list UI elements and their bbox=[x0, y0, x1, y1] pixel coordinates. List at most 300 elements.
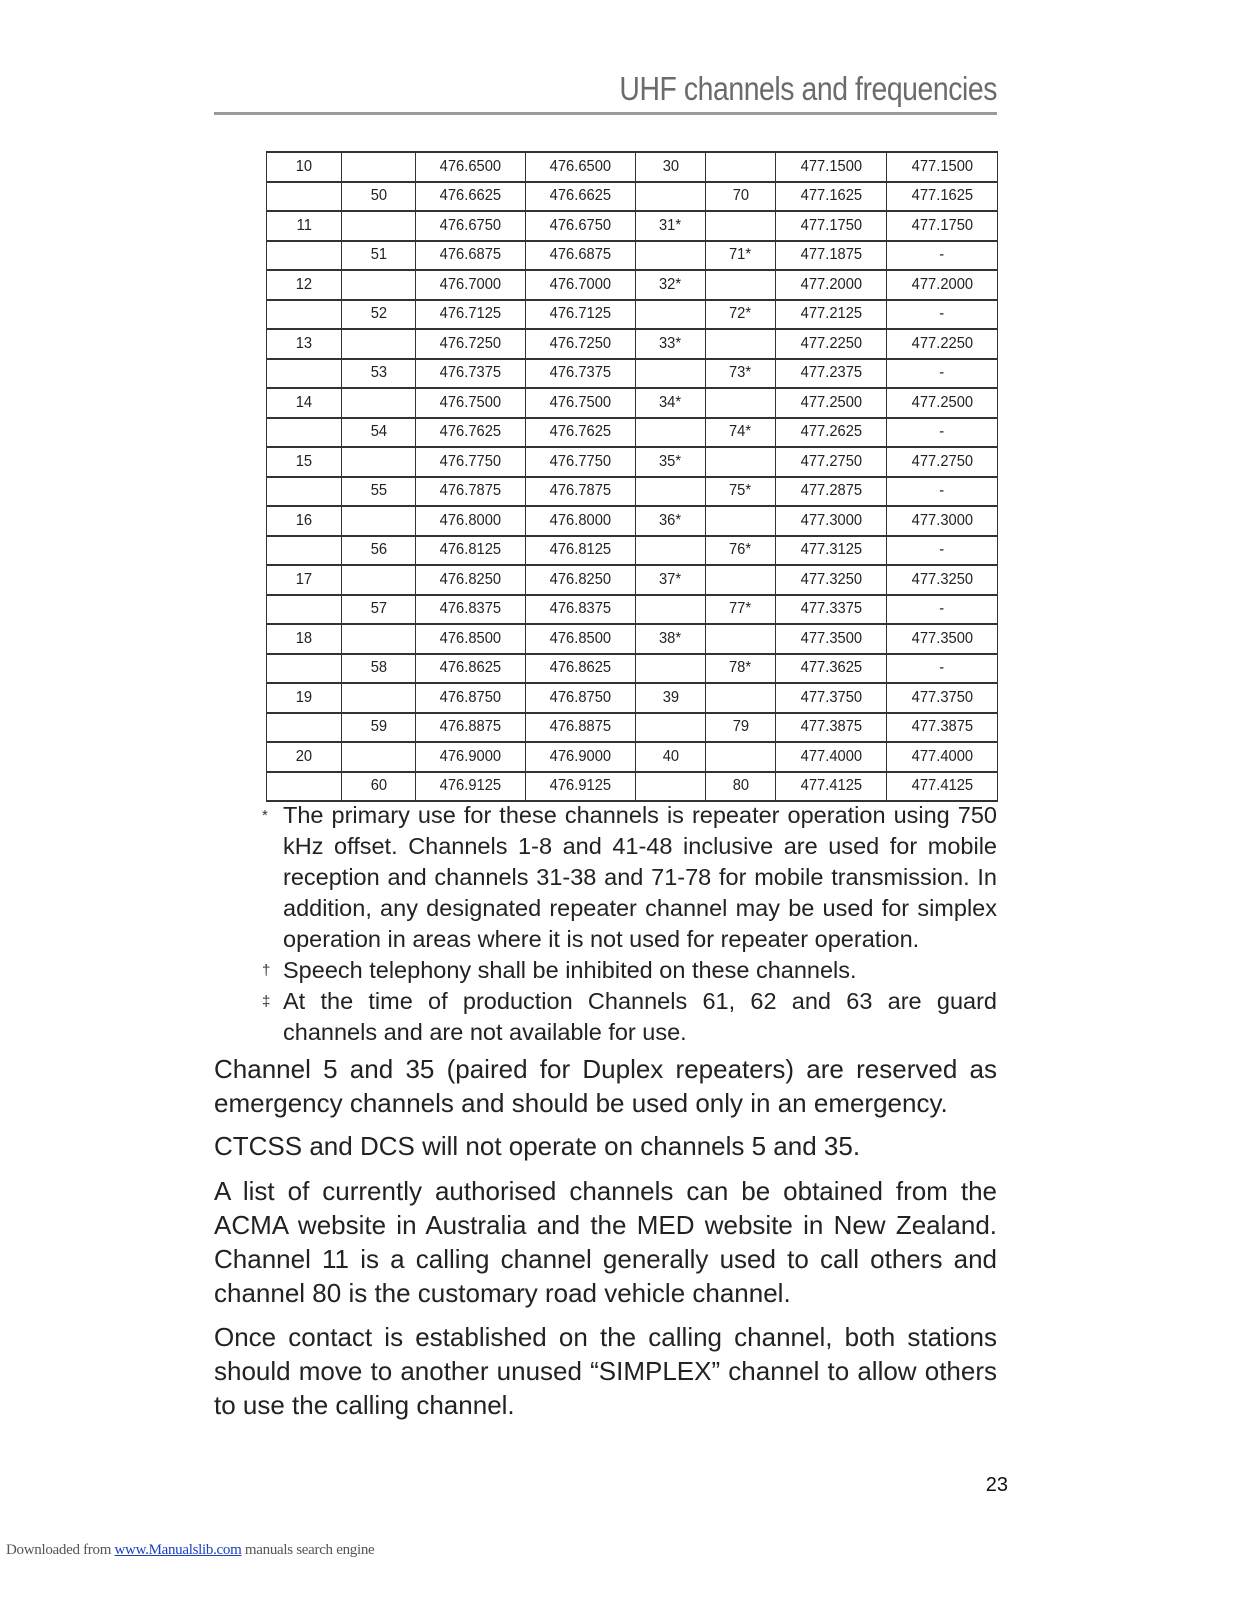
table-cell bbox=[416, 713, 526, 743]
table-cell bbox=[706, 359, 776, 389]
cell-text: 50 bbox=[370, 187, 387, 205]
table-cell bbox=[267, 418, 342, 448]
table-cell bbox=[267, 683, 342, 713]
cell-text: 71* bbox=[729, 246, 752, 264]
table-cell bbox=[416, 152, 526, 182]
cell-text: 53 bbox=[370, 364, 387, 382]
footnote-double-dagger bbox=[262, 986, 997, 1048]
cell-text: 476.7000 bbox=[439, 275, 502, 293]
cell-text: 76* bbox=[729, 541, 752, 559]
table-cell bbox=[342, 713, 416, 743]
table-cell bbox=[887, 477, 998, 507]
cell-text: 52 bbox=[370, 305, 387, 323]
table-cell bbox=[342, 624, 416, 654]
cell-text: 477.1875 bbox=[800, 246, 862, 264]
cell-text: 39 bbox=[662, 688, 679, 706]
table-cell bbox=[342, 536, 416, 566]
table-cell bbox=[636, 182, 706, 212]
table-cell bbox=[887, 624, 998, 654]
cell-text: 476.8125 bbox=[549, 541, 612, 559]
cell-text: 476.9000 bbox=[549, 747, 612, 765]
cell-text: 477.3125 bbox=[800, 541, 862, 559]
table-cell bbox=[776, 388, 887, 418]
table-cell bbox=[776, 654, 887, 684]
cell-text: 477.2750 bbox=[911, 452, 973, 470]
paragraph-authorised-channels: A list of currently authorised channels can be obtained from the ACMA website in Australia and the MED website in New Zealand. Channel 11 is a calling channel generally used to call others and channel 80 is the customary road vehicle channel. bbox=[214, 1176, 997, 1308]
footnote-text: Speech telephony shall be inhibited on these channels. bbox=[283, 957, 857, 983]
cell-text: 477.1625 bbox=[911, 187, 973, 205]
table-cell bbox=[416, 595, 526, 625]
cell-text: 477.3875 bbox=[800, 718, 862, 736]
table-cell bbox=[636, 211, 706, 241]
table-row bbox=[267, 388, 998, 418]
download-footer bbox=[6, 1542, 374, 1559]
table-cell bbox=[267, 182, 342, 212]
table-cell bbox=[887, 713, 998, 743]
table-cell bbox=[526, 595, 636, 625]
table-cell bbox=[267, 624, 342, 654]
table-cell bbox=[342, 447, 416, 477]
table-cell bbox=[342, 300, 416, 330]
cell-text: 476.8125 bbox=[439, 541, 502, 559]
cell-text: 476.8750 bbox=[549, 688, 612, 706]
table-cell bbox=[887, 182, 998, 212]
table-cell bbox=[267, 241, 342, 271]
cell-text: - bbox=[939, 541, 945, 559]
cell-text: 80 bbox=[732, 777, 749, 795]
table-row bbox=[267, 772, 998, 802]
cell-text: 19 bbox=[295, 688, 313, 706]
cell-text: 476.8500 bbox=[439, 629, 502, 647]
table-cell bbox=[526, 241, 636, 271]
cell-text: 476.8500 bbox=[549, 629, 612, 647]
cell-text: 37* bbox=[659, 570, 682, 588]
cell-text: 477.3625 bbox=[800, 659, 862, 677]
cell-text: - bbox=[939, 659, 945, 677]
table-cell bbox=[267, 152, 342, 182]
table-cell bbox=[706, 152, 776, 182]
table-cell bbox=[887, 270, 998, 300]
cell-text: 477.3250 bbox=[911, 570, 973, 588]
table-cell bbox=[776, 359, 887, 389]
table-cell bbox=[887, 536, 998, 566]
table-cell bbox=[776, 742, 887, 772]
table-cell bbox=[636, 595, 706, 625]
table-cell bbox=[636, 270, 706, 300]
cell-text: 51 bbox=[370, 246, 387, 264]
table-cell bbox=[342, 388, 416, 418]
table-cell bbox=[267, 772, 342, 802]
cell-text: 20 bbox=[295, 747, 313, 765]
cell-text: 476.7375 bbox=[549, 364, 612, 382]
table-cell bbox=[342, 565, 416, 595]
table-cell bbox=[706, 624, 776, 654]
table-cell bbox=[776, 241, 887, 271]
cell-text: 476.8625 bbox=[549, 659, 612, 677]
table-cell bbox=[887, 683, 998, 713]
table-cell bbox=[416, 506, 526, 536]
cell-text: 476.7750 bbox=[439, 452, 502, 470]
cell-text: 477.3000 bbox=[800, 511, 862, 529]
table-cell bbox=[706, 477, 776, 507]
table-cell bbox=[526, 565, 636, 595]
table-cell bbox=[416, 565, 526, 595]
cell-text: 476.8875 bbox=[549, 718, 612, 736]
table-cell bbox=[776, 182, 887, 212]
cell-text: 74* bbox=[729, 423, 752, 441]
footnote-mark: ‡ bbox=[262, 993, 271, 1010]
table-cell bbox=[342, 683, 416, 713]
table-cell bbox=[887, 654, 998, 684]
table-cell bbox=[416, 683, 526, 713]
cell-text: 477.2625 bbox=[800, 423, 862, 441]
table-cell bbox=[267, 565, 342, 595]
table-cell bbox=[636, 447, 706, 477]
table-cell bbox=[887, 742, 998, 772]
table-cell bbox=[342, 772, 416, 802]
table-row bbox=[267, 565, 998, 595]
table-cell bbox=[636, 536, 706, 566]
table-cell bbox=[636, 624, 706, 654]
cell-text: 477.3875 bbox=[911, 718, 973, 736]
cell-text: 477.2250 bbox=[911, 334, 973, 352]
cell-text: 476.7500 bbox=[549, 393, 612, 411]
cell-text: 477.3500 bbox=[911, 629, 973, 647]
table-cell bbox=[526, 388, 636, 418]
cell-text: 476.9125 bbox=[549, 777, 612, 795]
table-cell bbox=[342, 418, 416, 448]
cell-text: 56 bbox=[370, 541, 387, 559]
cell-text: 55 bbox=[370, 482, 387, 500]
cell-text: 476.7875 bbox=[439, 482, 502, 500]
table-cell bbox=[416, 447, 526, 477]
cell-text: 10 bbox=[295, 157, 313, 175]
table-row bbox=[267, 683, 998, 713]
manualslib-link[interactable]: www.Manualslib.com bbox=[114, 1542, 242, 1558]
footnote-mark: † bbox=[262, 962, 271, 979]
cell-text: 476.7375 bbox=[439, 364, 502, 382]
cell-text: 59 bbox=[370, 718, 387, 736]
cell-text: 476.7125 bbox=[549, 305, 612, 323]
table-row bbox=[267, 418, 998, 448]
cell-text: 476.9125 bbox=[439, 777, 502, 795]
cell-text: 476.6750 bbox=[439, 216, 502, 234]
cell-text: 34* bbox=[659, 393, 682, 411]
table-cell bbox=[776, 152, 887, 182]
table-cell bbox=[267, 654, 342, 684]
cell-text: 77* bbox=[729, 600, 752, 618]
table-cell bbox=[776, 624, 887, 654]
table-row bbox=[267, 241, 998, 271]
cell-text: 476.6875 bbox=[549, 246, 612, 264]
cell-text: 477.2250 bbox=[800, 334, 862, 352]
cell-text: 476.7125 bbox=[439, 305, 502, 323]
cell-text: 477.2375 bbox=[800, 364, 862, 382]
footer-suffix: manuals search engine bbox=[241, 1542, 375, 1558]
footnote-text: At the time of production Channels 61, 62 and 63 are guard channels and are not available for use. bbox=[283, 988, 997, 1045]
table-cell bbox=[776, 683, 887, 713]
table-cell bbox=[416, 624, 526, 654]
table-row bbox=[267, 329, 998, 359]
table-cell bbox=[267, 388, 342, 418]
table-row bbox=[267, 447, 998, 477]
channel-frequency-table bbox=[266, 151, 998, 802]
paragraph-calling-channel: Once contact is established on the calling channel, both stations should move to another unused “SIMPLEX” channel to allow others to use the calling channel. bbox=[214, 1322, 997, 1420]
table-cell bbox=[706, 595, 776, 625]
table-row bbox=[267, 713, 998, 743]
table-cell bbox=[706, 182, 776, 212]
footer-prefix: Downloaded from bbox=[6, 1542, 115, 1558]
cell-text: 476.6750 bbox=[549, 216, 612, 234]
table-cell bbox=[706, 211, 776, 241]
cell-text: 477.4125 bbox=[911, 777, 973, 795]
footnote-mark: * bbox=[262, 807, 268, 824]
cell-text: 40 bbox=[662, 747, 679, 765]
table-row bbox=[267, 152, 998, 182]
cell-text: 57 bbox=[370, 600, 387, 618]
cell-text: 477.3375 bbox=[800, 600, 862, 618]
cell-text: 477.3500 bbox=[800, 629, 862, 647]
cell-text: 54 bbox=[370, 423, 387, 441]
cell-text: 477.2875 bbox=[800, 482, 862, 500]
cell-text: 477.1500 bbox=[800, 157, 862, 175]
table-cell bbox=[706, 506, 776, 536]
table-cell bbox=[636, 565, 706, 595]
table-row bbox=[267, 182, 998, 212]
table-cell bbox=[267, 506, 342, 536]
table-cell bbox=[526, 418, 636, 448]
cell-text: 477.1750 bbox=[911, 216, 973, 234]
footnote-text: The primary use for these channels is repeater operation using 750 kHz offset. Channels 1-8 and 41-48 inclusive are used for mobile reception and channels 31-38 and 71-78 for mobile transmission. In addition, any designated repeater channel may be used for simplex operation in areas where it is not used for repeater operation. bbox=[283, 802, 997, 952]
table-cell bbox=[416, 654, 526, 684]
table-cell bbox=[636, 300, 706, 330]
footnote-dagger bbox=[262, 955, 997, 986]
table-cell bbox=[342, 654, 416, 684]
table-row bbox=[267, 624, 998, 654]
table-cell bbox=[526, 713, 636, 743]
table-cell bbox=[776, 418, 887, 448]
table-cell bbox=[636, 241, 706, 271]
table-cell bbox=[526, 300, 636, 330]
table-row bbox=[267, 300, 998, 330]
cell-text: 14 bbox=[295, 393, 313, 411]
cell-text: 30 bbox=[662, 157, 679, 175]
cell-text: 477.3000 bbox=[911, 511, 973, 529]
cell-text: 476.6875 bbox=[439, 246, 502, 264]
cell-text: 477.3750 bbox=[911, 688, 973, 706]
table-cell bbox=[526, 506, 636, 536]
footnotes bbox=[262, 800, 997, 1048]
table-cell bbox=[526, 270, 636, 300]
table-body bbox=[267, 152, 998, 801]
cell-text: 476.7250 bbox=[439, 334, 502, 352]
cell-text: 476.6500 bbox=[439, 157, 502, 175]
cell-text: 36* bbox=[659, 511, 682, 529]
cell-text: 476.8000 bbox=[439, 511, 502, 529]
table-cell bbox=[887, 772, 998, 802]
cell-text: - bbox=[939, 246, 945, 264]
table-row bbox=[267, 742, 998, 772]
table-row bbox=[267, 270, 998, 300]
table-cell bbox=[342, 329, 416, 359]
cell-text: 78* bbox=[729, 659, 752, 677]
table-cell bbox=[776, 506, 887, 536]
table-cell bbox=[342, 270, 416, 300]
cell-text: 13 bbox=[295, 334, 313, 352]
table-cell bbox=[342, 241, 416, 271]
table-cell bbox=[776, 536, 887, 566]
table-cell bbox=[267, 329, 342, 359]
table-cell bbox=[776, 713, 887, 743]
cell-text: 72* bbox=[729, 305, 752, 323]
table-cell bbox=[416, 329, 526, 359]
table-row bbox=[267, 477, 998, 507]
table-cell bbox=[526, 211, 636, 241]
cell-text: 476.7500 bbox=[439, 393, 502, 411]
paragraph-emergency-channels: Channel 5 and 35 (paired for Duplex repeaters) are reserved as emergency channels and should be used only in an emergency. bbox=[214, 1054, 997, 1118]
cell-text: 38* bbox=[659, 629, 682, 647]
cell-text: 476.8000 bbox=[549, 511, 612, 529]
table-cell bbox=[887, 329, 998, 359]
table-cell bbox=[342, 477, 416, 507]
cell-text: 477.4000 bbox=[800, 747, 862, 765]
cell-text: 476.6625 bbox=[439, 187, 502, 205]
table-cell bbox=[706, 388, 776, 418]
cell-text: 477.1500 bbox=[911, 157, 973, 175]
table-cell bbox=[636, 683, 706, 713]
table-cell bbox=[526, 477, 636, 507]
cell-text: 476.6625 bbox=[549, 187, 612, 205]
table-cell bbox=[887, 388, 998, 418]
table-cell bbox=[342, 595, 416, 625]
cell-text: 477.4125 bbox=[800, 777, 862, 795]
table-cell bbox=[776, 595, 887, 625]
cell-text: 32* bbox=[659, 275, 682, 293]
table-cell bbox=[706, 654, 776, 684]
table-cell bbox=[706, 683, 776, 713]
table-cell bbox=[416, 536, 526, 566]
cell-text: 477.1625 bbox=[800, 187, 862, 205]
table-cell bbox=[706, 772, 776, 802]
title-divider bbox=[214, 112, 997, 115]
table-row bbox=[267, 211, 998, 241]
paragraph-ctcss-dcs: CTCSS and DCS will not operate on channels 5 and 35. bbox=[214, 1131, 861, 1161]
table-cell bbox=[416, 742, 526, 772]
table-cell bbox=[636, 152, 706, 182]
footnote-asterisk bbox=[262, 800, 997, 955]
cell-text: 477.2500 bbox=[911, 393, 973, 411]
cell-text: 477.2750 bbox=[800, 452, 862, 470]
cell-text: 476.8375 bbox=[439, 600, 502, 618]
table-cell bbox=[526, 536, 636, 566]
cell-text: - bbox=[939, 364, 945, 382]
cell-text: 18 bbox=[295, 629, 313, 647]
table-cell bbox=[526, 152, 636, 182]
table-cell bbox=[526, 683, 636, 713]
table-cell bbox=[776, 300, 887, 330]
table-cell bbox=[706, 418, 776, 448]
cell-text: 477.2125 bbox=[800, 305, 862, 323]
table-cell bbox=[887, 241, 998, 271]
cell-text: 75* bbox=[729, 482, 752, 500]
table-cell bbox=[416, 241, 526, 271]
table-cell bbox=[706, 447, 776, 477]
table-cell bbox=[706, 713, 776, 743]
table-cell bbox=[526, 772, 636, 802]
table-row bbox=[267, 359, 998, 389]
table-cell bbox=[416, 359, 526, 389]
table-cell bbox=[267, 211, 342, 241]
table-cell bbox=[342, 152, 416, 182]
table-cell bbox=[526, 447, 636, 477]
page-title: UHF channels and frequencies bbox=[619, 70, 997, 107]
table-cell bbox=[267, 300, 342, 330]
table-cell bbox=[887, 300, 998, 330]
table-cell bbox=[267, 595, 342, 625]
table-cell bbox=[416, 418, 526, 448]
table-cell bbox=[887, 595, 998, 625]
table-row bbox=[267, 506, 998, 536]
table-cell bbox=[267, 536, 342, 566]
table-cell bbox=[636, 359, 706, 389]
table-row bbox=[267, 536, 998, 566]
cell-text: 476.8375 bbox=[549, 600, 612, 618]
cell-text: 17 bbox=[295, 570, 313, 588]
cell-text: 476.7625 bbox=[439, 423, 502, 441]
table-cell bbox=[887, 152, 998, 182]
table-cell bbox=[416, 182, 526, 212]
table-cell bbox=[416, 300, 526, 330]
cell-text: 33* bbox=[659, 334, 682, 352]
cell-text: 60 bbox=[370, 777, 387, 795]
cell-text: 476.8750 bbox=[439, 688, 502, 706]
cell-text: 12 bbox=[295, 275, 313, 293]
table-row bbox=[267, 654, 998, 684]
table-cell bbox=[887, 506, 998, 536]
table-cell bbox=[416, 211, 526, 241]
table-cell bbox=[776, 772, 887, 802]
cell-text: 477.4000 bbox=[911, 747, 973, 765]
table-row bbox=[267, 595, 998, 625]
table-cell bbox=[706, 300, 776, 330]
cell-text: - bbox=[939, 600, 945, 618]
table-cell bbox=[636, 654, 706, 684]
cell-text: 476.8250 bbox=[549, 570, 612, 588]
table-cell bbox=[706, 270, 776, 300]
table-cell bbox=[887, 418, 998, 448]
cell-text: 476.7000 bbox=[549, 275, 612, 293]
cell-text: 477.2000 bbox=[800, 275, 862, 293]
cell-text: 477.2000 bbox=[911, 275, 973, 293]
table-cell bbox=[706, 329, 776, 359]
cell-text: 476.8250 bbox=[439, 570, 502, 588]
table-cell bbox=[267, 359, 342, 389]
table-cell bbox=[887, 211, 998, 241]
cell-text: 31* bbox=[659, 216, 682, 234]
table-cell bbox=[776, 270, 887, 300]
table-cell bbox=[267, 270, 342, 300]
table-cell bbox=[526, 742, 636, 772]
cell-text: 477.2500 bbox=[800, 393, 862, 411]
cell-text: 35* bbox=[659, 452, 682, 470]
table-cell bbox=[526, 654, 636, 684]
cell-text: 477.3250 bbox=[800, 570, 862, 588]
table-cell bbox=[706, 742, 776, 772]
table-cell bbox=[706, 536, 776, 566]
table-cell bbox=[636, 388, 706, 418]
cell-text: 73* bbox=[729, 364, 752, 382]
table-cell bbox=[636, 418, 706, 448]
